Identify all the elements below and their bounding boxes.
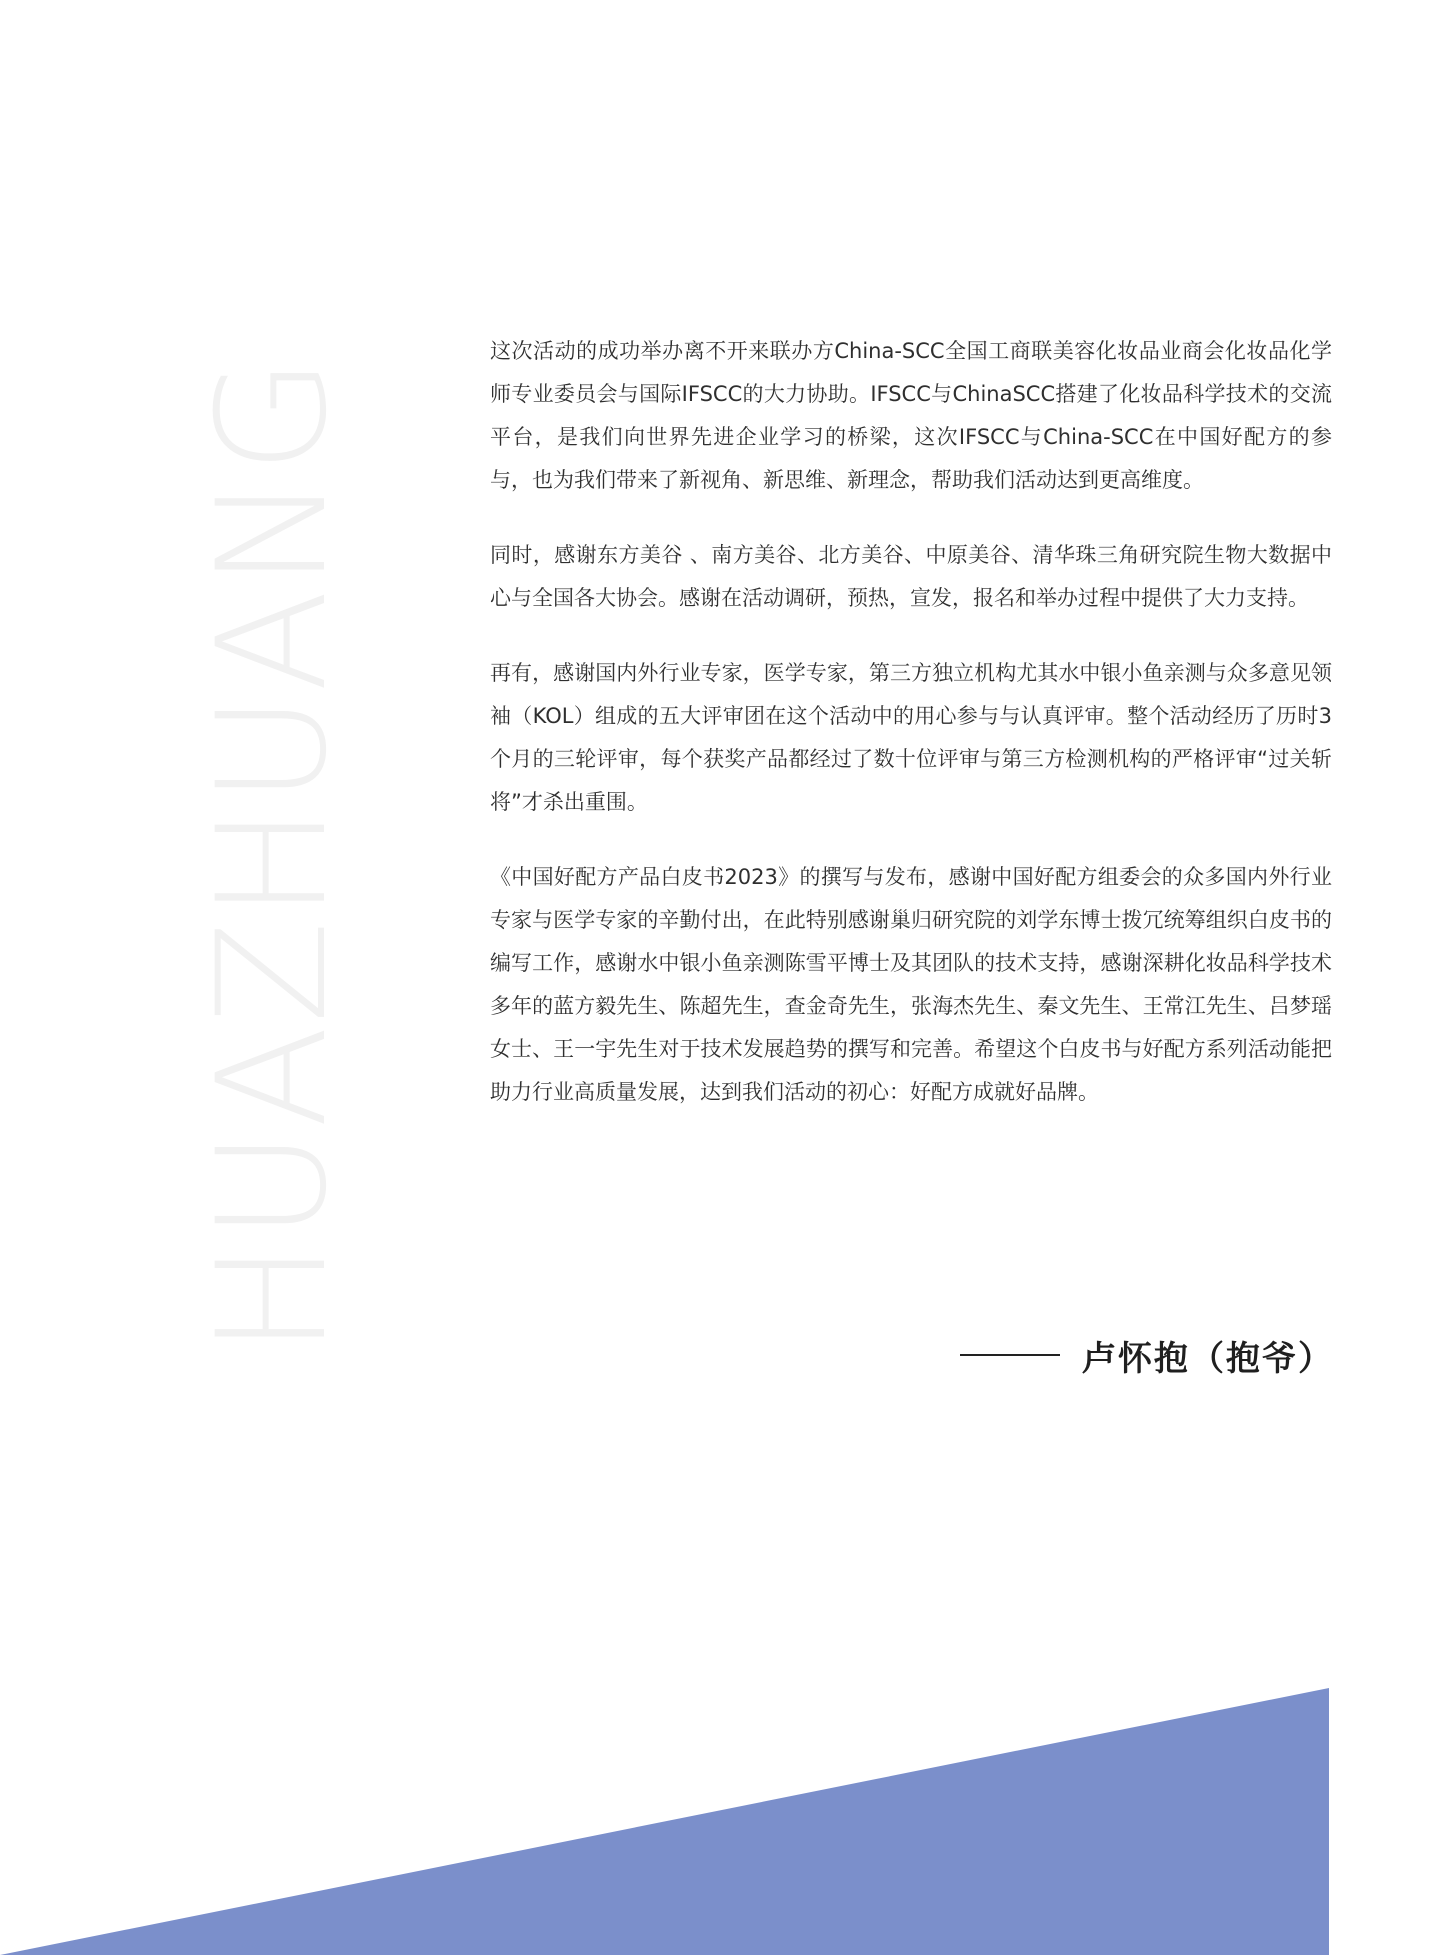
accent-triangle-shape xyxy=(0,1688,1329,1955)
paragraph-cooperation: 这次活动的成功举办离不开来联办方China-SCC全国工商联美容化妆品业商会化妆品化学师专业委员会与国际IFSCC的大力协助。IFSCC与ChinaSCC搭建了化妆品科学技术的交流平台，是我们向世界先进企业学习的桥梁，这次IFSCC与China-SCC在中国好配方的参与，也为我们带来了新视角、新思维、新理念，帮助我们活动达到更高维度。 xyxy=(490,339,1332,492)
signature-name: 卢怀抱（抱爷） xyxy=(1082,1338,1334,1379)
watermark-label: HUAZHUANG xyxy=(185,355,360,1355)
paragraph-whitepaper: 《中国好配方产品白皮书2023》的撰写与发布，感谢中国好配方组委会的众多国内外行业专家与医学专家的辛勤付出，在此特别感谢巢归研究院的刘学东博士拨冗统筹组织白皮书的编写工作，感谢水中银小鱼亲测陈雪平博士及其团队的技术支持，感谢深耕化妆品科学技术多年的蓝方毅先生、陈超先生，查金奇先生，张海杰先生、秦文先生、王常江先生、吕梦瑶女士、王一宇先生对于技术发展趋势的撰写和完善。希望这个白皮书与好配方系列活动能把助力行业高质量发展，达到我们活动的初心：好配方成就好品牌。 xyxy=(490,865,1332,1104)
paragraph-thanks-organizations: 同时，感谢东方美谷 、南方美谷、北方美谷、中原美谷、清华珠三角研究院生物大数据中心与全国各大协会。感谢在活动调研，预热，宣发，报名和举办过程中提供了大力支持。 xyxy=(490,543,1332,610)
paragraph-thanks-judges: 再有，感谢国内外行业专家，医学专家，第三方独立机构尤其水中银小鱼亲测与众多意见领袖（KOL）组成的五大评审团在这个活动中的用心参与与认真评审。整个活动经历了历时3个月的三轮评审，每个获奖产品都经过了数十位评审与第三方检测机构的严格评审“过关斩将”才杀出重围。 xyxy=(490,661,1332,814)
